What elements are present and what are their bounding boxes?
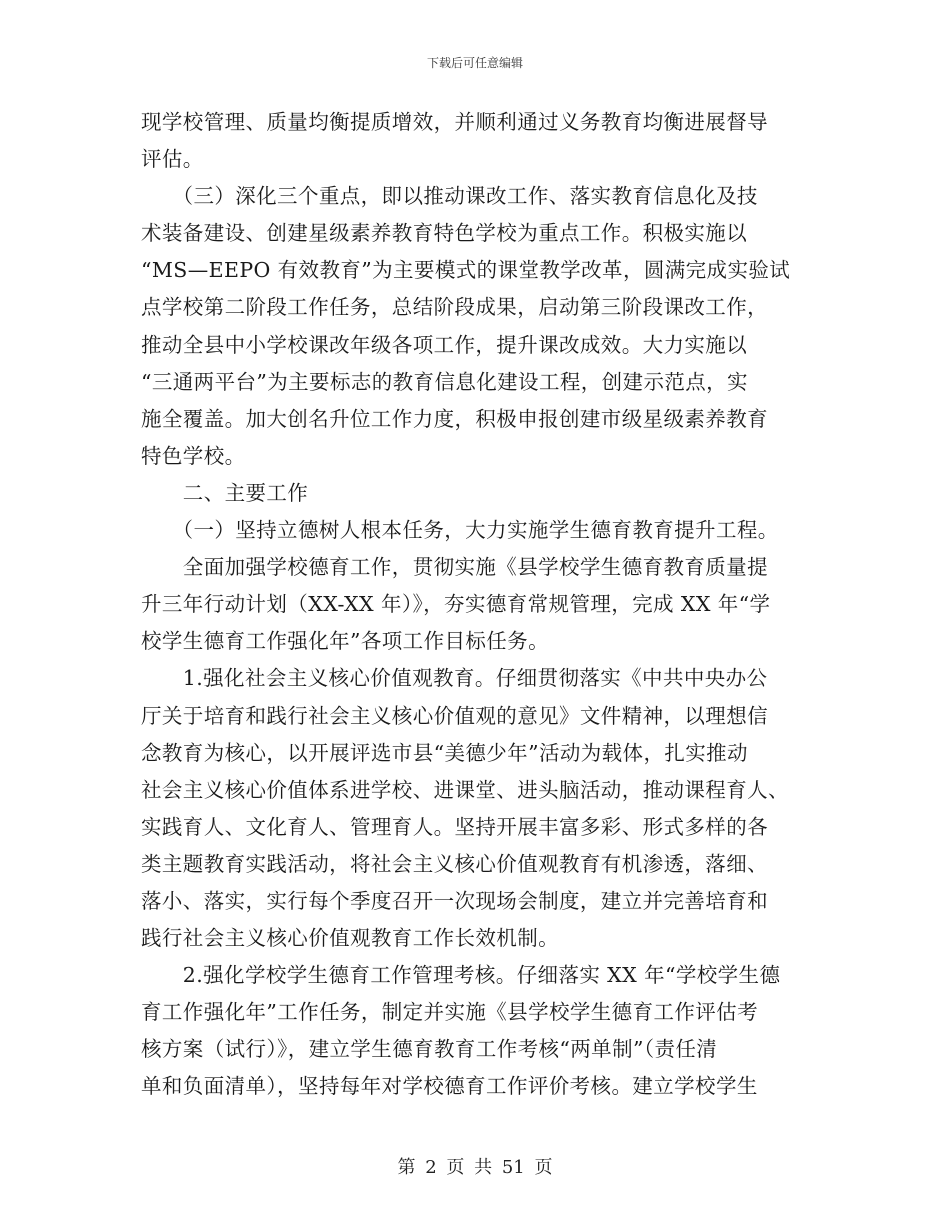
page-footer: 第 2 页 共 51 页	[397, 1157, 553, 1178]
text-line: 点学校第二阶段工作任务，总结阶段成果，启动第三阶段课改工作，	[141, 295, 768, 320]
text-line: 单和负面清单），坚持每年对学校德育工作评价考核。建立学校学生	[141, 1074, 758, 1099]
page-header-note: 下载后可任意编辑	[426, 56, 523, 70]
text-line: 践行社会主义核心价值观教育工作长效机制。	[141, 926, 559, 951]
text-line: （三）深化三个重点，即以推动课改工作、落实教育信息化及技	[141, 184, 758, 209]
text-line: 推动全县中小学校课改年级各项工作，提升课改成效。大力实施以	[141, 332, 748, 357]
text-line: 厅关于培育和践行社会主义核心价值观的意见》文件精神，以理想信	[141, 703, 768, 728]
text-line: 全面加强学校德育工作，贯彻实施《县学校学生德育教育质量提	[141, 555, 768, 580]
text-line: 落小、落实，实行每个季度召开一次现场会制度，建立并完善培育和	[141, 888, 768, 913]
text-line: 特色学校。	[141, 443, 246, 468]
document-body	[141, 104, 813, 1106]
text-line: 念教育为核心，以开展评选市县“美德少年”活动为载体，扎实推动	[141, 740, 748, 765]
text-line: 二、主要工作	[141, 480, 309, 505]
text-line: 施全覆盖。加大创名升位工作力度，积极申报创建市级星级素养教育	[141, 406, 768, 431]
text-line: 类主题教育实践活动，将社会主义核心价值观教育有机渗透，落细、	[141, 851, 768, 876]
text-line: “MS—EEPO 有效教育”为主要模式的课堂教学改革，圆满完成实验试	[141, 258, 791, 283]
text-line: 现学校管理、质量均衡提质增效，并顺利通过义务教育均衡进展督导	[141, 110, 768, 134]
text-line: 术装备建设、创建星级素养教育特色学校为重点工作。积极实施以	[141, 221, 748, 246]
text-line: “三通两平台”为主要标志的教育信息化建设工程，创建示范点，实	[141, 369, 748, 394]
text-line: 校学生德育工作强化年”各项工作目标任务。	[141, 629, 549, 654]
text-line: 2.强化学校学生德育工作管理考核。仔细落实 XX 年“学校学生德	[141, 963, 781, 988]
text-line: 社会主义核心价值体系进学校、进课堂、进头脑活动，推动课程育人、	[141, 777, 789, 802]
text-line: 1.强化社会主义核心价值观教育。仔细贯彻落实《中共中央办公	[141, 666, 768, 691]
text-line: 育工作强化年”工作任务，制定并实施《县学校学生德育工作评估考	[141, 1000, 758, 1025]
text-line: 实践育人、文化育人、管理育人。坚持开展丰富多彩、形式多样的各	[141, 814, 768, 839]
text-line: 核方案（试行）》，建立学生德育教育工作考核“两单制”（责任清	[141, 1037, 718, 1062]
text-line: （一）坚持立德树人根本任务，大力实施学生德育教育提升工程。	[141, 518, 779, 543]
text-line: 评估。	[141, 147, 204, 172]
text-line: 升三年行动计划（XX-XX 年）》，夯实德育常规管理，完成 XX 年“学	[141, 592, 771, 617]
